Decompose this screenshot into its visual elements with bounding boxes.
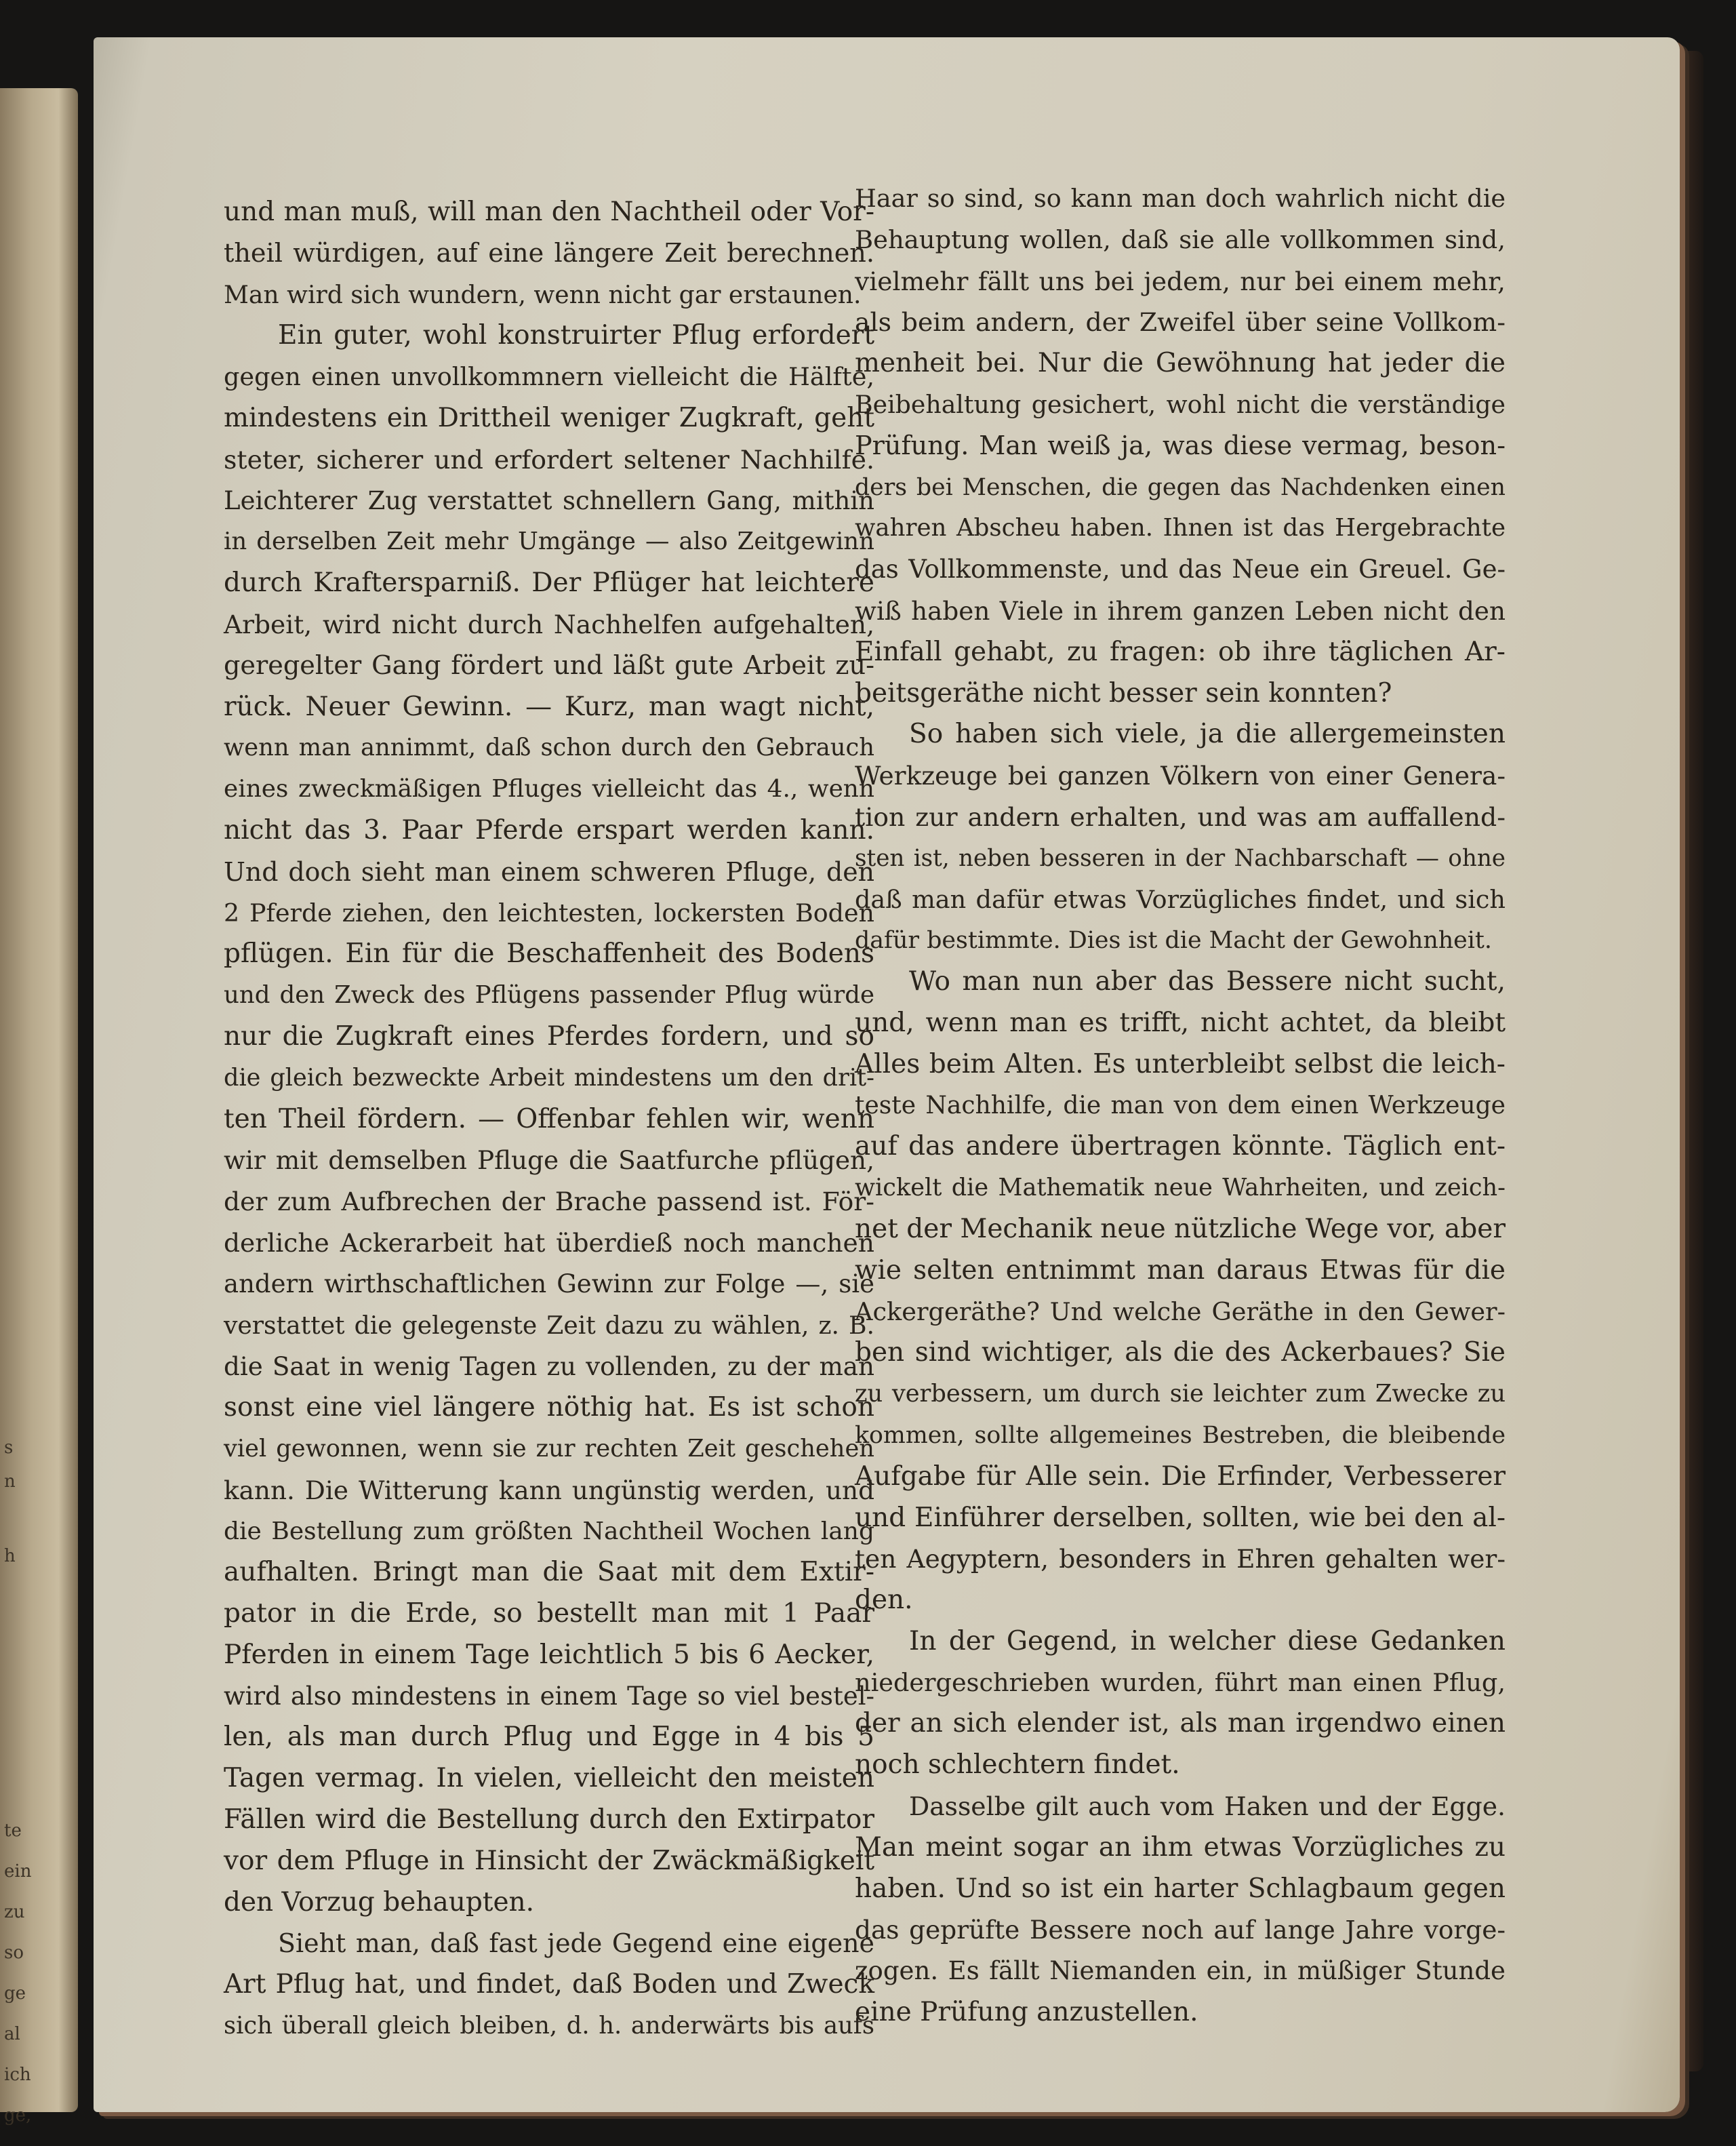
text-line: Sieht man, daß fast jede Gegend eine eigene — [278, 1928, 874, 1959]
text-line: Leichterer Zug verstattet schnellern Gang, mithin — [224, 485, 874, 515]
text-line: den Vorzug behaupten. — [224, 1886, 535, 1918]
text-line: menheit bei. Nur die Gewöhnung hat jeder die — [855, 348, 1506, 379]
text-line: auf das andere übertragen könnte. Täglich ent- — [855, 1131, 1506, 1162]
text-line: zu verbessern, um durch sie leichter zum Zwecke zu — [855, 1380, 1506, 1408]
text-line: Arbeit, wird nicht durch Nachhelfen aufgehalten, — [224, 609, 874, 639]
text-line: und man muß, will man den Nachtheil oder Vor- — [224, 197, 874, 227]
text-line: und, wenn man es trifft, nicht achtet, da bleibt — [855, 1007, 1506, 1038]
previous-page-fragment: ein — [4, 1861, 32, 1882]
previous-page-fragment: h — [4, 1546, 16, 1566]
text-line: wahren Abscheu haben. Ihnen ist das Hergebrachte — [855, 514, 1506, 542]
text-line: teste Nachhilfe, die man von dem einen Werkzeuge — [855, 1091, 1506, 1119]
text-line: sich überall gleich bleiben, d. h. anderwärts bis aufs — [224, 2012, 874, 2040]
text-line: Ackergeräthe? Und welche Geräthe in den Gewer- — [855, 1296, 1506, 1326]
text-line: sonst eine viel längere nöthig hat. Es ist schon — [224, 1392, 874, 1423]
text-line: len, als man durch Pflug und Egge in 4 bis 5 — [224, 1722, 874, 1753]
text-line: Aufgabe für Alle sein. Die Erfinder, Verbesserer — [855, 1461, 1506, 1492]
text-line: verstattet die gelegenste Zeit dazu zu wählen, z. B. — [224, 1310, 874, 1340]
book-page — [94, 37, 1680, 2112]
text-line: pflügen. Ein für die Beschaffenheit des Bodens — [224, 938, 874, 970]
text-line: nur die Zugkraft eines Pferdes fordern, und so — [224, 1020, 874, 1052]
text-line: Dasselbe gilt auch vom Haken und der Egge. — [909, 1791, 1506, 1822]
previous-page-fragment: ge — [4, 1983, 26, 2004]
previous-page-edge — [0, 88, 78, 2126]
text-line: wie selten entnimmt man daraus Etwas für die — [855, 1254, 1506, 1286]
text-line: Und doch sieht man einem schweren Pfluge, den — [224, 856, 874, 887]
text-line: Man wird sich wundern, wenn nicht gar erstaunen. — [224, 280, 862, 309]
text-line: wenn man annimmt, daß schon durch den Gebrauch — [224, 734, 874, 762]
text-line: theil würdigen, auf eine längere Zeit berechnen. — [224, 238, 874, 269]
text-line: ben sind wichtiger, als die des Ackerbaues? Sie — [855, 1337, 1506, 1368]
text-line: das Vollkommenste, und das Neue ein Greuel. Ge- — [855, 555, 1506, 584]
previous-page-fragment: s — [4, 1437, 14, 1458]
text-line: wir mit demselben Pfluge die Saatfurche pflügen, — [224, 1145, 874, 1176]
text-line: Behauptung wollen, daß sie alle vollkommen sind, — [855, 224, 1506, 254]
text-line: der an sich elender ist, als man irgendwo einen — [855, 1708, 1506, 1739]
previous-page-fragment: zu — [4, 1902, 25, 1922]
text-line: beitsgeräthe nicht besser sein konnten? — [855, 677, 1392, 709]
text-line: die gleich bezweckte Arbeit mindestens um den drit- — [224, 1063, 874, 1092]
text-line: daß man dafür etwas Vorzügliches findet, und sich — [855, 884, 1506, 914]
text-line: durch Kraftersparniß. Der Pflüger hat leichtere — [224, 568, 874, 599]
text-line: ders bei Menschen, die gegen das Nachdenken einen — [855, 473, 1506, 501]
previous-page-fragment: so — [4, 1943, 24, 1963]
text-line: eines zweckmäßigen Pfluges vielleicht das 4., wenn — [224, 775, 874, 803]
text-line: als beim andern, der Zweifel über seine Vollkom- — [855, 307, 1506, 338]
text-line: Beibehaltung gesichert, wohl nicht die verständige — [855, 389, 1506, 419]
previous-page-fragment: ge, — [4, 2105, 32, 2126]
text-line: der zum Aufbrechen der Brache passend ist. För- — [224, 1187, 874, 1217]
text-line: den. — [855, 1585, 913, 1616]
text-line: Art Pflug hat, und findet, daß Boden und Zweck — [224, 1969, 874, 2000]
text-line: kommen, sollte allgemeines Bestreben, die bleibende — [855, 1421, 1506, 1449]
text-line: Haar so sind, so kann man doch wahrlich nicht die — [855, 184, 1506, 213]
previous-page-fragment: te — [4, 1821, 22, 1841]
text-line: mindestens ein Drittheil weniger Zugkraft, geht — [224, 402, 874, 433]
text-line: ten Aegyptern, besonders in Ehren gehalten wer- — [855, 1544, 1506, 1574]
text-line: geregelter Gang fördert und läßt gute Arbeit zu- — [224, 650, 874, 681]
text-line: derliche Ackerarbeit hat überdieß noch manchen — [224, 1227, 874, 1258]
text-line: Ein guter, wohl konstruirter Pflug erfordert — [278, 320, 874, 351]
text-line: steter, sicherer und erfordert seltener Nachhilfe. — [224, 444, 874, 475]
text-line: Werkzeuge bei ganzen Völkern von einer Genera- — [855, 761, 1506, 791]
text-line: rück. Neuer Gewinn. — Kurz, man wagt nicht, — [224, 691, 874, 722]
text-column-left — [224, 192, 874, 2047]
previous-page-fragment: ich — [4, 2065, 31, 2085]
text-line: die Bestellung zum größten Nachtheil Wochen lang — [224, 1517, 874, 1545]
text-line: Pferden in einem Tage leichtlich 5 bis 6 Aecker, — [224, 1639, 874, 1670]
text-line: Einfall gehabt, zu fragen: ob ihre täglichen Ar- — [855, 636, 1506, 667]
text-line: nicht das 3. Paar Pferde erspart werden kann. — [224, 814, 874, 846]
text-line: noch schlechtern findet. — [855, 1749, 1180, 1781]
text-line: Prüfung. Man weiß ja, was diese vermag, beson- — [855, 431, 1506, 461]
text-line: und Einführer derselben, sollten, wie bei den al- — [855, 1502, 1506, 1533]
text-line: pator in die Erde, so bestellt man mit 1 Paar — [224, 1598, 874, 1629]
text-line: Alles beim Alten. Es unterbleibt selbst die leich- — [855, 1048, 1506, 1079]
text-line: net der Mechanik neue nützliche Wege vor, aber — [855, 1213, 1506, 1244]
text-line: haben. Und so ist ein harter Schlagbaum gegen — [855, 1873, 1506, 1904]
text-line: niedergeschrieben wurden, führt man einen Pflug, — [855, 1667, 1506, 1697]
text-line: Fällen wird die Bestellung durch den Extirpator — [224, 1804, 874, 1835]
previous-page-fragment: n — [4, 1471, 16, 1492]
text-line: wickelt die Mathematik neue Wahrheiten, und zeich- — [855, 1174, 1506, 1202]
text-line: andern wirthschaftlichen Gewinn zur Folge —, sie — [224, 1269, 874, 1298]
text-line: wiß haben Viele in ihrem ganzen Leben nicht den — [855, 595, 1506, 626]
previous-page-fragment: al — [4, 2024, 20, 2044]
text-column-right — [855, 178, 1506, 2033]
text-line: 2 Pferde ziehen, den leichtesten, lockersten Boden — [224, 898, 874, 928]
text-line: eine Prüfung anzustellen. — [855, 1997, 1198, 2028]
text-line: In der Gegend, in welcher diese Gedanken — [909, 1625, 1506, 1656]
text-line: kann. Die Witterung kann ungünstig werden, und — [224, 1475, 874, 1505]
text-line: die Saat in wenig Tagen zu vollenden, zu der man — [224, 1351, 874, 1382]
text-line: dafür bestimmte. Dies ist die Macht der Gewohnheit. — [855, 927, 1493, 955]
text-line: zogen. Es fällt Niemanden ein, in müßiger Stunde — [855, 1956, 1506, 1986]
text-line: viel gewonnen, wenn sie zur rechten Zeit geschehen — [224, 1434, 874, 1463]
text-line: tion zur andern erhalten, und was am auffallend- — [855, 801, 1506, 832]
text-line: Man meint sogar an ihm etwas Vorzügliches zu — [855, 1831, 1506, 1863]
text-line: gegen einen unvollkommnern vielleicht die Hälfte, — [224, 362, 874, 392]
text-line: vor dem Pfluge in Hinsicht der Zwäckmäßigkeit — [224, 1845, 874, 1876]
text-line: wird also mindestens in einem Tage so viel bestel- — [224, 1681, 874, 1711]
text-line: ten Theil fördern. — Offenbar fehlen wir, wenn — [224, 1103, 874, 1134]
text-line: sten ist, neben besseren in der Nachbarschaft — ohne — [855, 844, 1506, 872]
text-line: Tagen vermag. In vielen, vielleicht den meisten — [224, 1763, 874, 1794]
text-line: aufhalten. Bringt man die Saat mit dem Extir- — [224, 1557, 874, 1588]
text-line: Wo man nun aber das Bessere nicht sucht, — [909, 966, 1506, 997]
text-line: vielmehr fällt uns bei jedem, nur bei einem mehr, — [855, 266, 1506, 296]
text-line: So haben sich viele, ja die allergemeinsten — [909, 719, 1506, 750]
text-line: und den Zweck des Pflügens passender Pflug würde — [224, 981, 874, 1010]
text-line: das geprüfte Bessere noch auf lange Jahre vorge- — [855, 1915, 1506, 1945]
text-line: in derselben Zeit mehr Umgänge — also Zeitgewinn — [224, 528, 874, 556]
